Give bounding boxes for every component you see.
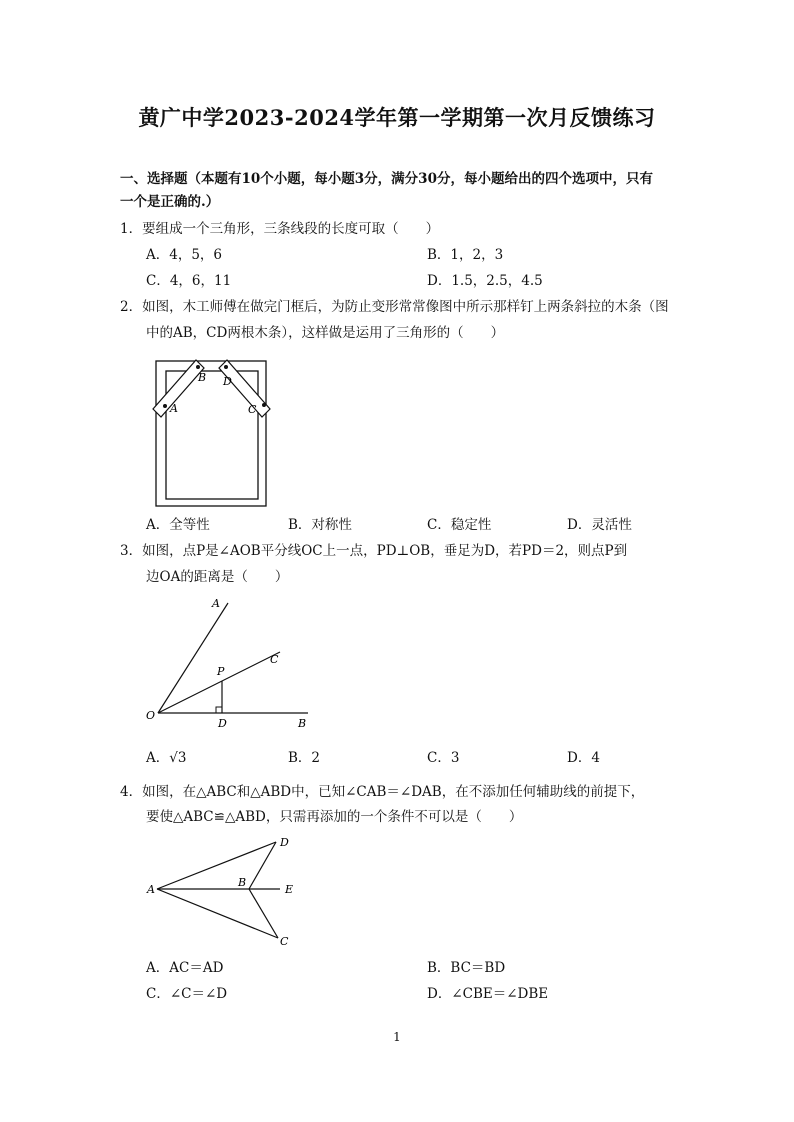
label-o: O xyxy=(146,709,156,722)
angle-bisector-figure xyxy=(140,595,320,735)
label-b: B xyxy=(298,717,307,730)
ray-oa xyxy=(158,603,228,713)
label-p: P xyxy=(217,665,225,678)
outer-frame xyxy=(156,361,266,506)
q4-stem-line1: 4．如图，在△ABC和△ABD中，已知∠CAB＝∠DAB，在不添加任何辅助线的前提下， xyxy=(120,784,645,800)
label-a: A xyxy=(147,883,155,896)
q2-option-b: B．对称性 xyxy=(288,517,352,533)
label-c: C xyxy=(270,653,279,666)
segment-ad xyxy=(157,842,276,889)
label-a: A xyxy=(212,597,220,610)
triangles-figure xyxy=(140,833,310,951)
q2-option-d: D．灵活性 xyxy=(567,517,632,533)
q3-option-c: C．3 xyxy=(427,750,460,766)
q1-option-a: A．4，5，6 xyxy=(146,247,223,263)
nail-a xyxy=(163,404,167,408)
label-b: B xyxy=(238,876,247,889)
q4-option-d: D．∠CBE＝∠DBE xyxy=(427,986,549,1002)
q2-stem-line1: 2．如图，木工师傅在做完门框后，为防止变形常常像图中所示那样钉上两条斜拉的木条（图 xyxy=(120,299,669,315)
section-heading-line2: 一个是正确的.） xyxy=(120,194,220,210)
label-a: A xyxy=(170,402,178,415)
label-c: C xyxy=(280,935,289,948)
q4-option-c: C．∠C＝∠D xyxy=(146,986,228,1002)
q3-stem-line2: 边OA的距离是（ ） xyxy=(146,569,289,585)
q3-option-d: D．4 xyxy=(567,750,600,766)
q4-stem-line2: 要使△ABC≌△ABD，只需再添加的一个条件不可以是（ ） xyxy=(146,809,523,825)
q4-option-b: B．BC＝BD xyxy=(427,960,506,976)
nail-d xyxy=(224,365,228,369)
door-frame-figure xyxy=(140,353,290,513)
q1-stem: 1．要组成一个三角形，三条线段的长度可取（ ） xyxy=(120,221,440,237)
label-e: E xyxy=(285,883,294,896)
ray-oc xyxy=(158,652,280,713)
page-title: 黄广中学2023-2024学年第一学期第一次月反馈练习 xyxy=(138,105,656,130)
page-number: 1 xyxy=(393,1030,401,1044)
label-c: C xyxy=(248,403,257,416)
q2-stem-line2: 中的AB，CD两根木条），这样做是运用了三角形的（ ） xyxy=(146,325,505,341)
segment-db xyxy=(249,842,276,889)
nail-c xyxy=(262,403,266,407)
label-b: B xyxy=(198,371,207,384)
q3-option-b: B．2 xyxy=(288,750,321,766)
q4-option-a: A．AC＝AD xyxy=(146,960,224,976)
segment-bc xyxy=(249,889,278,938)
right-angle-mark xyxy=(216,707,222,713)
left-brace-ab xyxy=(153,360,207,417)
q1-option-b: B．1，2，3 xyxy=(427,247,504,263)
label-d: D xyxy=(280,836,289,849)
q2-option-a: A．全等性 xyxy=(146,517,210,533)
q2-option-c: C．稳定性 xyxy=(427,517,492,533)
nail-b xyxy=(196,365,200,369)
q1-option-c: C．4，6，11 xyxy=(146,273,232,289)
section-heading-line1: 一、选择题（本题有10个小题，每小题3分，满分30分，每小题给出的四个选项中，只有 xyxy=(120,171,653,187)
segment-ac xyxy=(157,889,278,938)
label-d: D xyxy=(218,717,227,730)
q3-stem-line1: 3．如图，点P是∠AOB平分线OC上一点，PD⊥OB，垂足为D，若PD＝2，则点P到 xyxy=(120,543,628,559)
label-d: D xyxy=(223,375,232,388)
q1-option-d: D．1.5，2.5，4.5 xyxy=(427,273,543,289)
q3-option-a: A．√3 xyxy=(146,750,187,766)
